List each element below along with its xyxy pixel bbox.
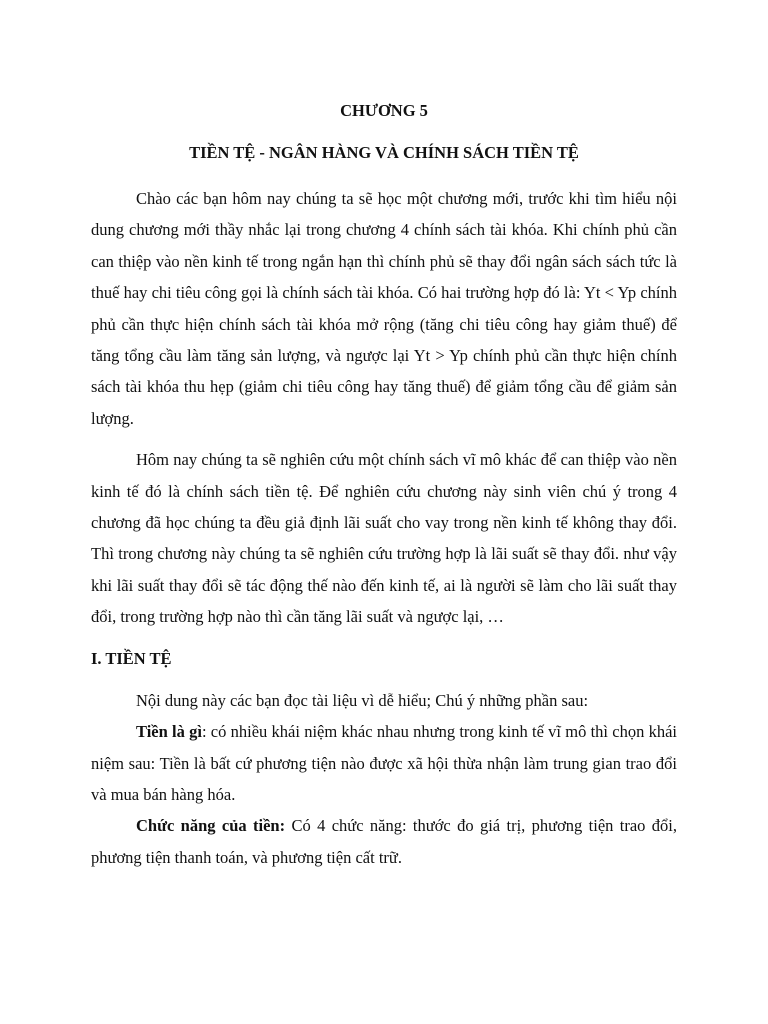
- chapter-number: CHƯƠNG 5: [340, 101, 428, 120]
- definition-label: Tiền là gì: [136, 722, 202, 742]
- today-paragraph: Hôm nay chúng ta sẽ nghiên cứu một chính sách vĩ mô khác để can thiệp vào nền kinh tế đó là chính sách tiền tệ. Để nghiên cứu chương này sinh viên chú ý trong 4 chương đã học chúng ta đều giả định lãi suất cho vay trong nền kinh tế không thay đổi. Thì trong chương này chúng ta sẽ nghiên cứu trường hợp là lãi suất sẽ thay đổi. như vậy khi lãi suất thay đổi sẽ tác động thế nào đến kinh tế, ai là người sẽ làm cho lãi suất thay đổi, trong trường hợp nào thì cần tăng lãi suất và ngược lại, …: [91, 450, 677, 627]
- document-page: [91, 95, 677, 873]
- section-heading-tien-te: I. TIỀN TỆ: [91, 648, 172, 668]
- functions-text: Có 4 chức năng: thước đo giá trị, phương tiện trao đổi, phương tiện thanh toán, và phương tiện cất trữ.: [91, 816, 678, 867]
- functions-paragraph: [91, 810, 677, 873]
- definition-text: : có nhiều khái niệm khác nhau nhưng trong kinh tế vĩ mô thì chọn khái niệm sau: Tiền là bất cứ phương tiện nào được xã hội thừa nhận làm trung gian trao đổi và mua bán hàng hóa.: [91, 722, 677, 804]
- intro-paragraph: Chào các bạn hôm nay chúng ta sẽ học một chương mới, trước khi tìm hiểu nội dung chương mới thầy nhắc lại trong chương 4 chính sách tài khóa. Khi chính phủ cần can thiệp vào nền kinh tế trong ngắn hạn thì chính phủ sẽ thay đổi ngân sách sách tức là thuế hay chi tiêu công gọi là chính sách tài khóa. Có hai trường hợp đó là: Yt < Yp chính phủ cần thực hiện chính sách tài khóa mở rộng (tăng chi tiêu công hay giảm thuế) để tăng tổng cầu làm tăng sản lượng, và ngược lại Yt > Yp chính phủ cần thực hiện chính sách tài khóa thu hẹp (giảm chi tiêu công hay tăng thuế) để giảm tổng cầu để giảm sản lượng.: [91, 189, 677, 428]
- functions-label: Chức năng của tiền:: [136, 816, 286, 836]
- definition-paragraph: [91, 716, 677, 810]
- chapter-title: TIỀN TỆ - NGÂN HÀNG VÀ CHÍNH SÁCH TIỀN TỆ: [189, 143, 579, 162]
- section-note: Nội dung này các bạn đọc tài liệu vì dễ hiểu; Chú ý những phần sau:: [136, 690, 589, 710]
